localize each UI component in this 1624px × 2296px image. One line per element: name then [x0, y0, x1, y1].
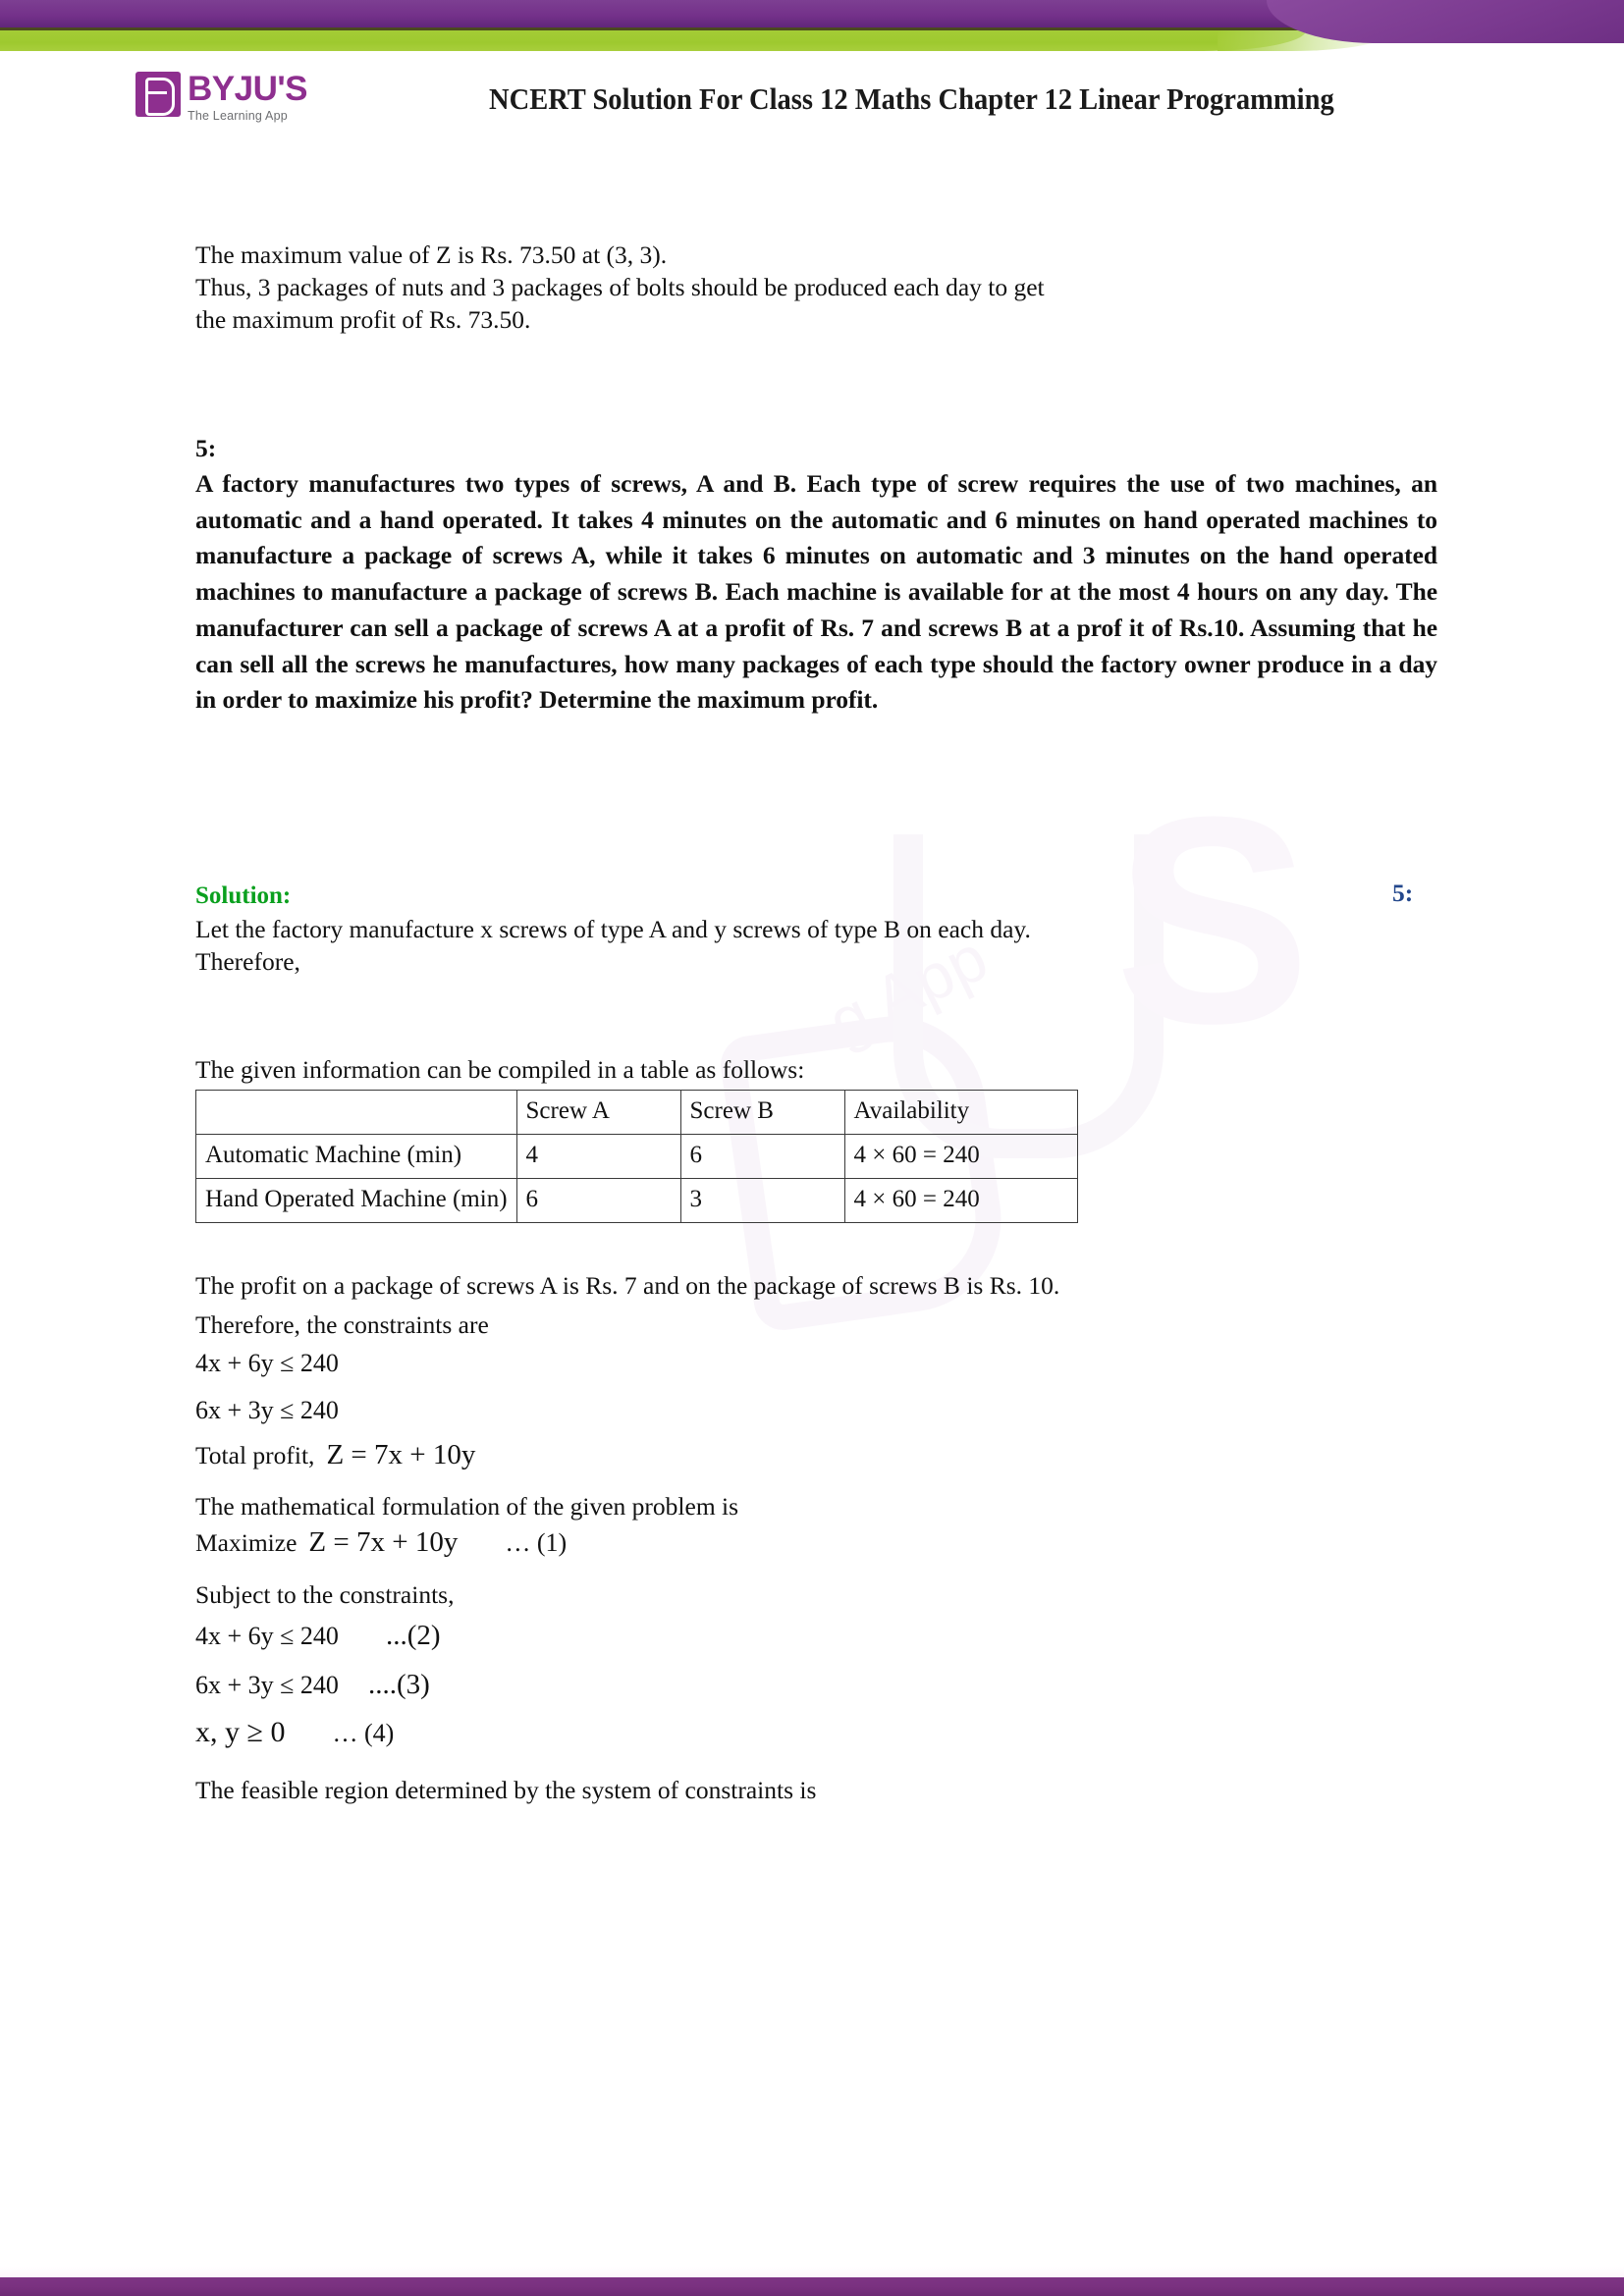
constraint-expression-1: 4x + 6y ≤ 240: [195, 1349, 339, 1377]
logo-wordmark: BYJU'S: [188, 70, 308, 108]
maximize-equation-tag: … (1): [505, 1528, 568, 1557]
intro-line-2: Thus, 3 packages of nuts and 3 packages of bolts should be produced each day to get: [195, 273, 1045, 302]
constraint-expression-2: 6x + 3y ≤ 240: [195, 1396, 339, 1424]
footer-tint: [0, 2267, 1624, 2277]
table-cell-screw-a: 4: [516, 1135, 680, 1179]
table-cell-availability: 4 × 60 = 240: [844, 1135, 1077, 1179]
intro-paragraph: [195, 239, 1045, 336]
total-profit-label: Total profit,: [195, 1441, 315, 1469]
solution-label: Solution:: [195, 882, 292, 909]
maximize-line: [195, 1526, 567, 1559]
system-constraint-1: [195, 1620, 441, 1652]
solution-line-1: Let the factory manufacture x screws of type A and y screws of type B on each day.: [195, 915, 1031, 943]
header-decorative-bands: [0, 0, 1624, 59]
intro-line-1: The maximum value of Z is Rs. 73.50 at (3, 3).: [195, 240, 668, 269]
system-constraint-3: [195, 1716, 394, 1749]
table-header-screw-b: Screw B: [680, 1091, 844, 1135]
system-constraint-2: [195, 1669, 430, 1701]
question-ref-right: 5:: [1392, 879, 1414, 907]
table-row: [196, 1179, 1078, 1223]
solution-heading: [195, 879, 291, 913]
solution-line-2: Therefore,: [195, 947, 300, 977]
purple-band-tail: [1267, 0, 1624, 43]
system-constraint-3-expr: x, y ≥ 0: [195, 1716, 286, 1748]
table-header-availability: Availability: [844, 1091, 1077, 1135]
constraints-intro: Therefore, the constraints are: [195, 1310, 489, 1339]
table-header-row: [196, 1091, 1078, 1135]
maximize-expression: Z = 7x + 10y: [308, 1526, 459, 1558]
table-intro: The given information can be compiled in a table as follows:: [195, 1055, 805, 1084]
total-profit-expression: Z = 7x + 10y: [326, 1439, 476, 1470]
table-cell-screw-a: 6: [516, 1179, 680, 1223]
intro-line-3: the maximum profit of Rs. 73.50.: [195, 305, 531, 335]
system-constraint-2-expr: 6x + 3y ≤ 240: [195, 1671, 339, 1699]
system-constraint-2-tag: ....(3): [367, 1669, 430, 1700]
profit-statement: The profit on a package of screws A is Rs. 7 and on the package of screws B is Rs. 10.: [195, 1271, 1060, 1300]
green-band: [0, 30, 1306, 51]
byjus-logo-text: [188, 72, 307, 123]
system-constraint-1-tag: ...(2): [385, 1620, 441, 1651]
question-number: [195, 432, 216, 464]
logo-tagline: The Learning App: [188, 109, 288, 123]
question-number-label: 5:: [195, 434, 217, 462]
footer-purple-band: [0, 2277, 1624, 2296]
footer-decorative-bands: [0, 2267, 1624, 2296]
total-profit-line: [195, 1439, 475, 1471]
table-cell-availability: 4 × 60 = 240: [844, 1179, 1077, 1223]
table-cell-machine-name: Automatic Machine (min): [196, 1135, 517, 1179]
table-cell-machine-name: Hand Operated Machine (min): [196, 1179, 517, 1223]
watermark-tagline: g App: [817, 920, 999, 1059]
byjus-logo[interactable]: [135, 72, 307, 123]
closing-statement: The feasible region determined by the system of constraints is: [195, 1776, 817, 1804]
table-header-blank: [196, 1091, 517, 1135]
machine-requirements-table: [195, 1090, 1078, 1223]
table-cell-screw-b: 6: [680, 1135, 844, 1179]
question-body: A factory manufactures two types of screws, A and B. Each type of screw requires the use of two machines, an automatic and a hand operated. It takes 4 minutes on the automatic and 6 minutes on hand operated machines to manufacture a package of screws A, while it takes 6 minutes on automatic and 3 minutes on the hand operated machines to manufacture a package of screws B. Each machine is available for at the most 4 hours on any day. The manufacturer can sell a package of screws A at a profit of Rs. 7 and screws B at a prof it of Rs.10. Assuming that he can sell all the screws he manufactures, how many packages of each type should the factory owner produce in a day in order to maximize his profit? Determine the maximum profit.: [195, 469, 1437, 715]
table-cell-screw-b: 3: [680, 1179, 844, 1223]
page-header: [0, 54, 1624, 147]
solution-intro: [195, 913, 1031, 978]
watermark-letter-s: S: [1114, 755, 1312, 1085]
table-header-screw-a: Screw A: [516, 1091, 680, 1135]
subject-to-label: Subject to the constraints,: [195, 1580, 455, 1609]
table-row: [196, 1135, 1078, 1179]
byjus-logo-icon: [135, 72, 181, 117]
formulation-intro: The mathematical formulation of the given problem is: [195, 1492, 739, 1521]
system-constraint-3-tag: … (4): [332, 1719, 395, 1747]
page-title: NCERT Solution For Class 12 Maths Chapter 12 Linear Programming: [489, 81, 1334, 116]
maximize-label: Maximize: [195, 1528, 298, 1557]
system-constraint-1-expr: 4x + 6y ≤ 240: [195, 1622, 339, 1650]
